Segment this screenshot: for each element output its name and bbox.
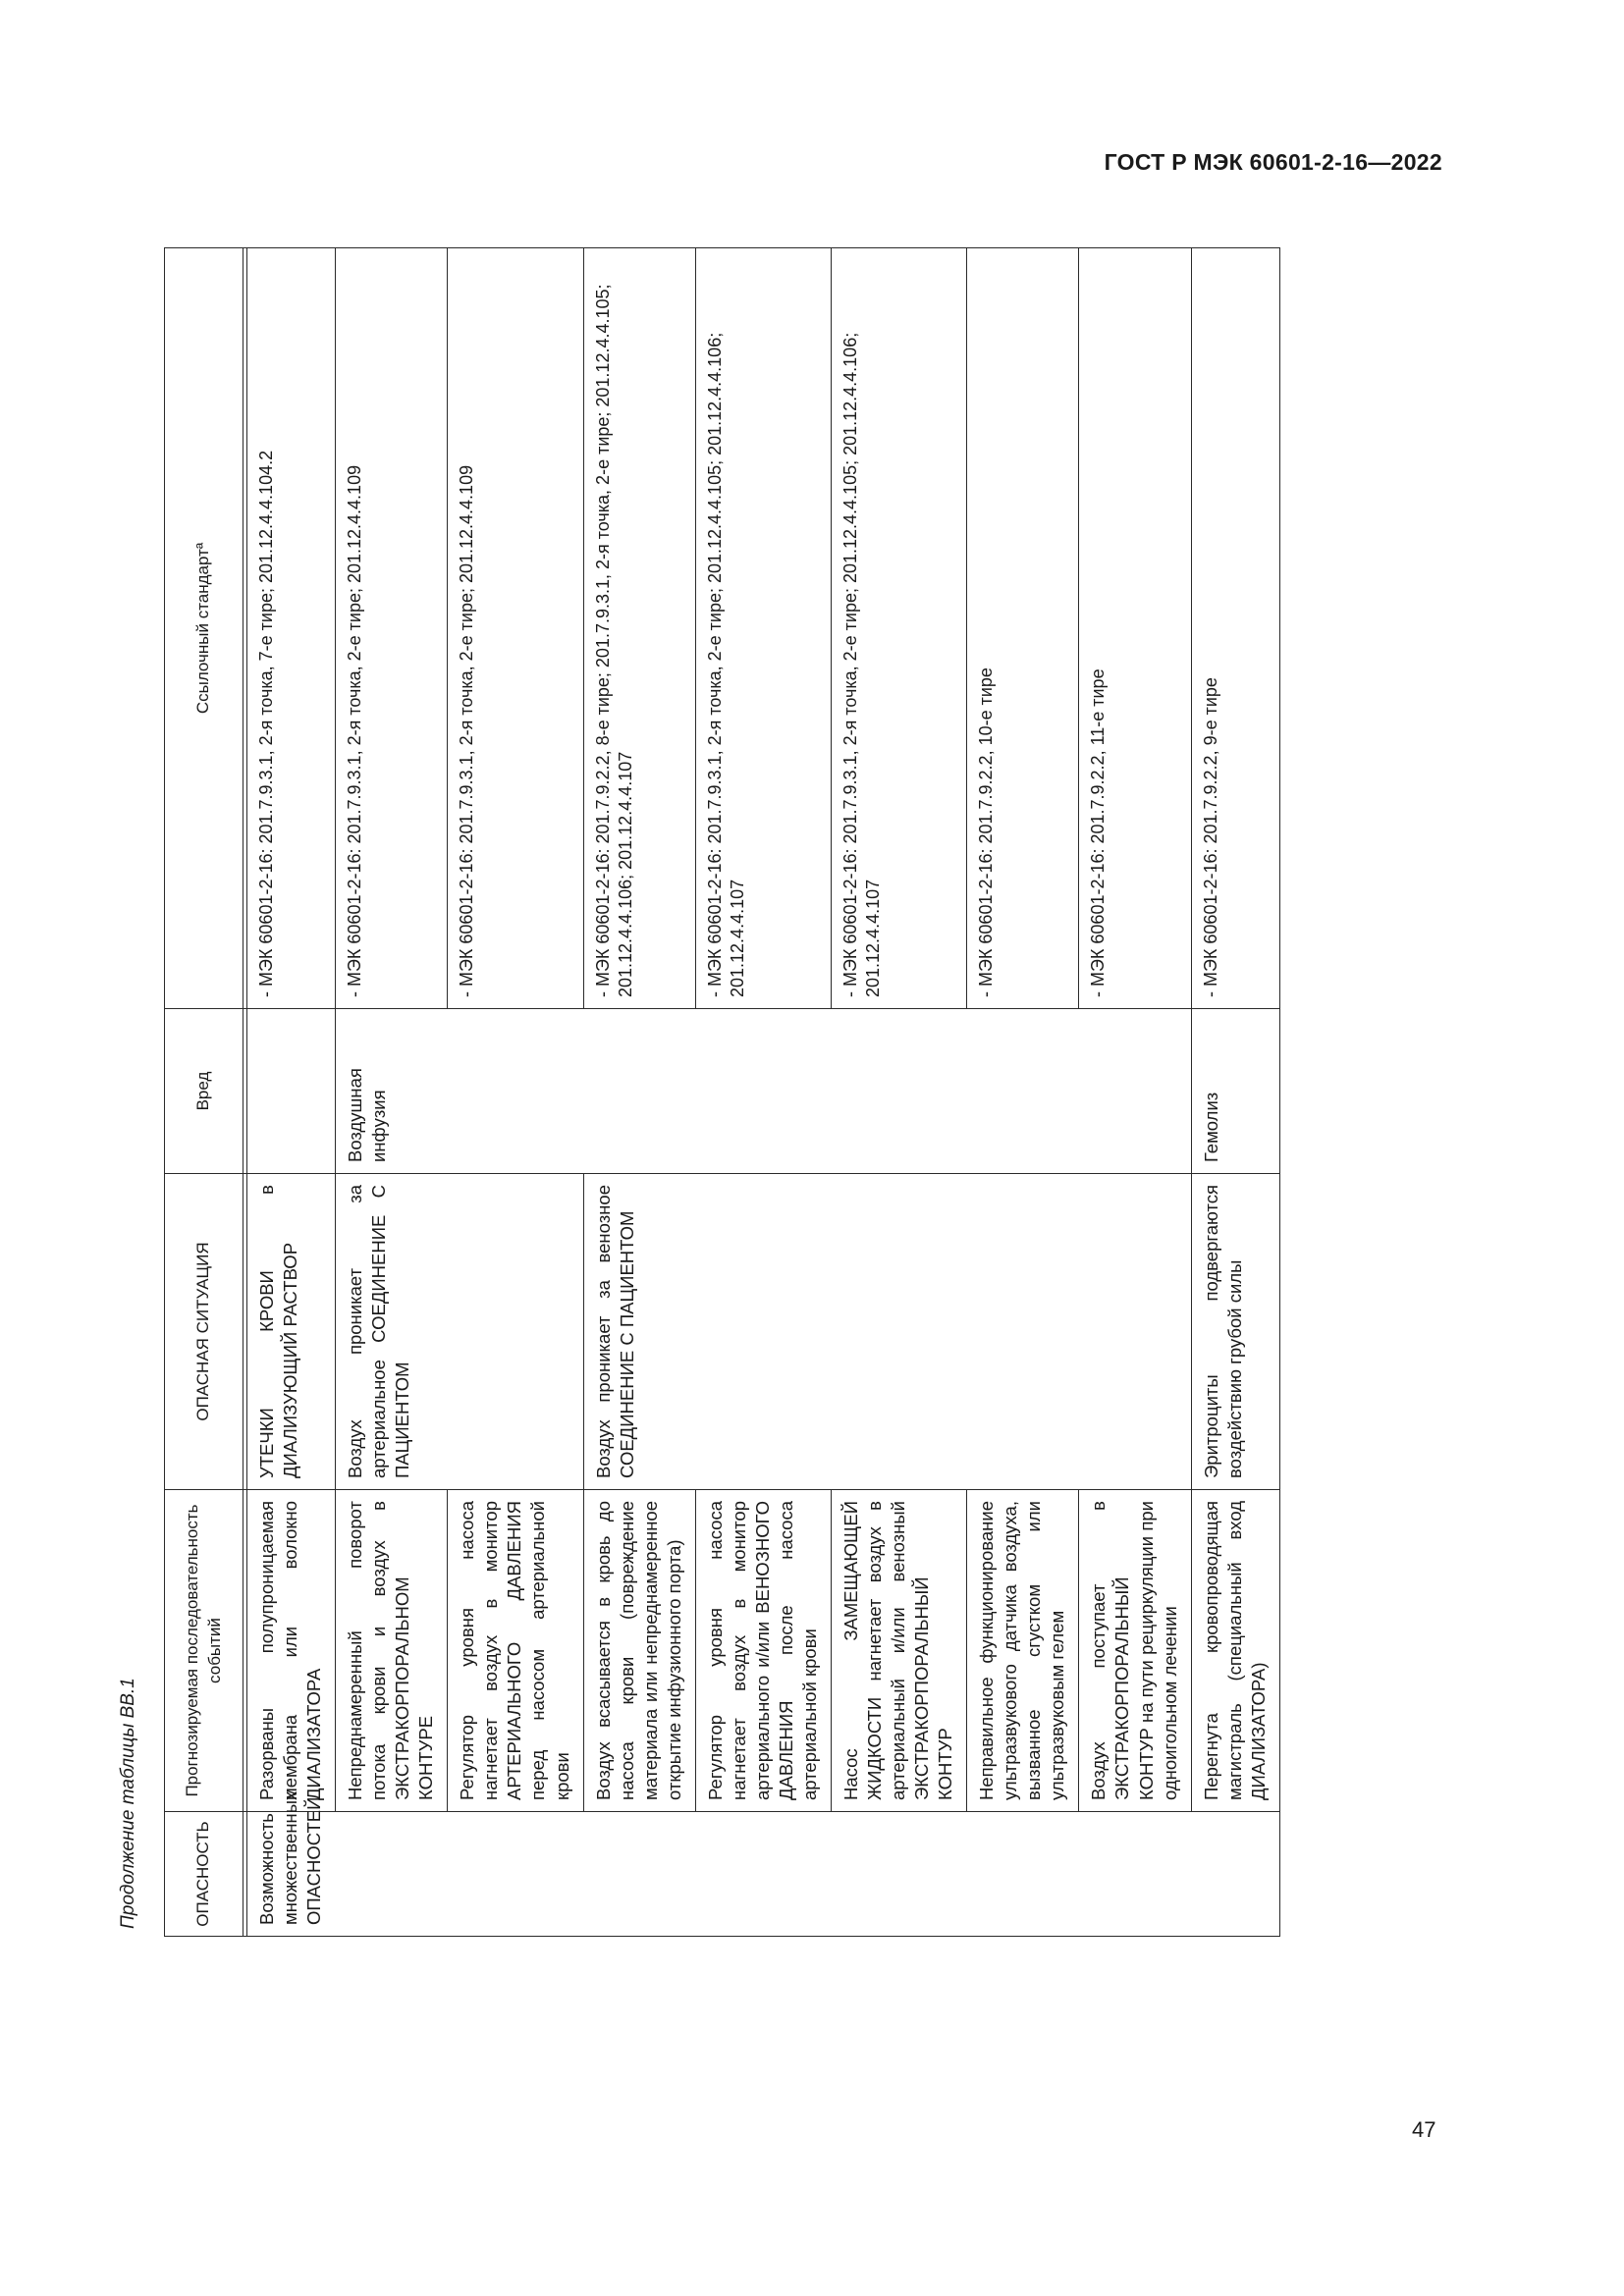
rotated-table-block xyxy=(118,231,1286,1929)
sequence-cell: Насос ЗАМЕЩАЮЩЕЙ ЖИДКОСТИ нагнетает воздух в артериальный и/или венозный ЭКСТРАКОРПОРАЛЬНЫЙ КОНТУР xyxy=(831,1490,966,1812)
situation-cell: Воздух проникает за венозное СОЕДИНЕНИЕ С ПАЦИЕНТОМ xyxy=(583,1174,1191,1490)
situation-cell: Воздух проникает за артериальное СОЕДИНЕНИЕ С ПАЦИЕНТОМ xyxy=(336,1174,583,1490)
table-row xyxy=(247,248,336,1937)
reference-cell: - МЭК 60601-2-16: 201.7.9.2.2, 9-е тире xyxy=(1191,248,1279,1009)
sequence-cell: Неправильное функционирование ультразвукового датчика воздуха, вызванное сгустком или ультразвуковым гелем xyxy=(967,1490,1079,1812)
reference-cell: - МЭК 60601-2-16: 201.7.9.3.1, 2-я точка, 2-е тире; 201.12.4.4.105; 201.12.4.4.106; 201.12.4.4.107 xyxy=(695,248,831,1009)
situation-cell: Эритроциты подвергаются воздействию грубой силы xyxy=(1191,1174,1279,1490)
page-number: 47 xyxy=(1412,2117,1436,2142)
hazard-table xyxy=(164,247,1280,1937)
table-caption: Продолжение таблицы ВВ.1 xyxy=(118,1678,138,1929)
sequence-cell: Регулятор уровня насоса нагнетает воздух в монитор АРТЕРИАЛЬНОГО ДАВЛЕНИЯ перед насосом артериальной крови xyxy=(448,1490,583,1812)
sequence-cell: Воздух поступает в ЭКСТРАКОРПОРАЛЬНЫЙ КОНТУР на пути рециркуляции при одноигольном лечении xyxy=(1079,1490,1191,1812)
table-header-row xyxy=(165,248,244,1937)
reference-cell: - МЭК 60601-2-16: 201.7.9.3.1, 2-я точка, 2-е тире; 201.12.4.4.109 xyxy=(448,248,583,1009)
reference-cell: - МЭК 60601-2-16: 201.7.9.2.2, 11-е тире xyxy=(1079,248,1191,1009)
sequence-cell: Воздух всасывается в кровь до насоса крови (повреждение материала или непреднамеренное открытие инфузионного порта) xyxy=(583,1490,695,1812)
sequence-cell: Перегнута кровопроводящая магистраль (специальный вход ДИАЛИЗАТОРА) xyxy=(1191,1490,1279,1812)
reference-cell: - МЭК 60601-2-16: 201.7.9.2.2, 10-е тире xyxy=(967,248,1079,1009)
sequence-cell: Разорваны полупроницаемая мембрана или волокно ДИАЛИЗАТОРА xyxy=(247,1490,336,1812)
reference-cell: - МЭК 60601-2-16: 201.7.9.3.1, 2-я точка, 2-е тире; 201.12.4.4.109 xyxy=(336,248,448,1009)
situation-cell: УТЕЧКИ КРОВИ в ДИАЛИЗУЮЩИЙ РАСТВОР xyxy=(247,1174,336,1490)
harm-cell: Воздушная инфузия xyxy=(336,1009,1191,1174)
hazard-cell: Возможность множественных ОПАСНОСТЕЙ xyxy=(247,1812,1280,1937)
column-header-situation: ОПАСНАЯ СИТУАЦИЯ xyxy=(165,1174,244,1490)
standard-designation: ГОСТ Р МЭК 60601-2-16—2022 xyxy=(1104,149,1442,175)
reference-cell: - МЭК 60601-2-16: 201.7.9.3.1, 2-я точка, 7-е тире; 201.12.4.4.104.2 xyxy=(247,248,336,1009)
column-header-sequence: Прогнозируемая последовательность событий xyxy=(165,1490,244,1812)
table-row xyxy=(1191,248,1279,1937)
reference-cell: - МЭК 60601-2-16: 201.7.9.2.2, 8-е тире; 201.7.9.3.1, 2-я точка, 2-е тире; 201.12.4.4.105; 201.12.4.4.106; 201.12.4.4.107 xyxy=(583,248,695,1009)
table-row xyxy=(336,248,448,1937)
sequence-cell: Регулятор уровня насоса нагнетает воздух в монитор артериального и/или ВЕНОЗНОГО ДАВЛЕНИЯ после насоса артериальной крови xyxy=(695,1490,831,1812)
sequence-cell: Непреднамеренный поворот потока крови и воздух в ЭКСТРАКОРПОРАЛЬНОМ КОНТУРЕ xyxy=(336,1490,448,1812)
column-header-harm: Вред xyxy=(165,1009,244,1174)
harm-cell xyxy=(247,1009,336,1174)
column-header-reference: Ссылочный стандартª xyxy=(165,248,244,1009)
harm-cell: Гемолиз xyxy=(1191,1009,1279,1174)
reference-cell: - МЭК 60601-2-16: 201.7.9.3.1, 2-я точка, 2-е тире; 201.12.4.4.105; 201.12.4.4.106; 201.12.4.4.107 xyxy=(831,248,966,1009)
column-header-hazard: ОПАСНОСТЬ xyxy=(165,1812,244,1937)
